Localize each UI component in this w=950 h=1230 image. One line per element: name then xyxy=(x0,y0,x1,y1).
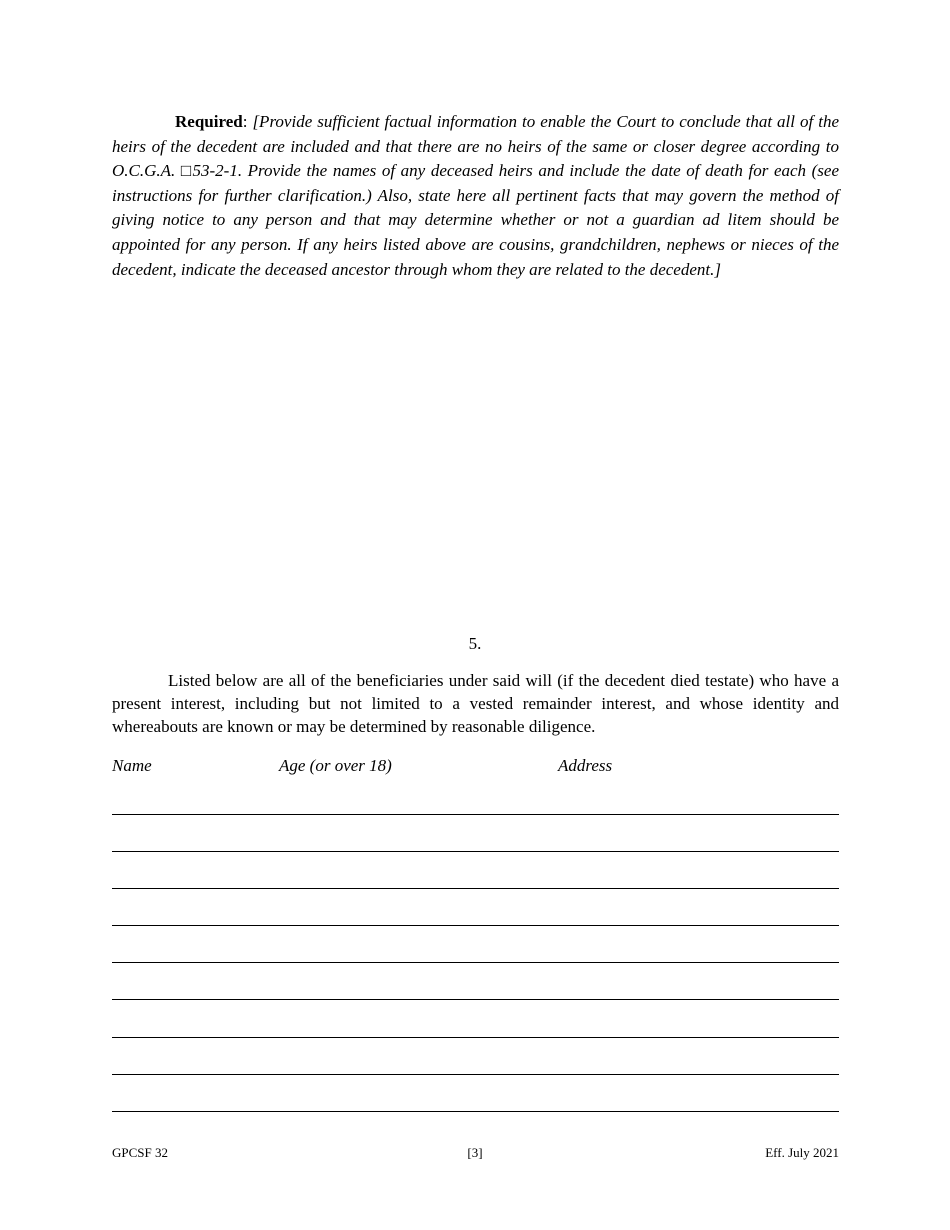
page-footer xyxy=(0,1145,950,1165)
footer-page-number: [3] xyxy=(467,1145,483,1160)
beneficiary-entry-line[interactable] xyxy=(112,1074,839,1111)
column-header-age: Age (or over 18) xyxy=(279,756,392,775)
required-instructions xyxy=(112,110,839,282)
footer-effective-date: Eff. July 2021 xyxy=(765,1145,839,1160)
beneficiaries-text: Listed below are all of the beneficiaries under said will (if the decedent died testate) who have a present interest, including but not limited to a vested remainder interest, and whose identity and whereabouts are known or may be determined by reasonable diligence. xyxy=(112,671,839,736)
column-header-address: Address xyxy=(558,756,613,775)
beneficiary-entry-line[interactable] xyxy=(112,888,839,925)
beneficiary-entry-line[interactable] xyxy=(112,1037,839,1074)
beneficiary-entry-lines xyxy=(112,814,839,1148)
beneficiary-entry-line[interactable] xyxy=(112,1111,839,1148)
beneficiary-entry-line[interactable] xyxy=(112,925,839,962)
footer-form-id: GPCSF 32 xyxy=(112,1145,168,1160)
beneficiary-entry-line[interactable] xyxy=(112,814,839,851)
required-text: [Provide sufficient factual information to enable the Court to conclude that all of the heirs of the decedent are included and that there are no heirs of the same or closer degree according to O.C.G.A. □53-2-1. Provide the names of any deceased heirs and include the date of death for each (see instructions for further clarification.) Also, state here all pertinent facts that may govern the method of giving notice to any person and that may determine whether or not a guardian ad litem should be appointed for any person. If any heirs listed above are cousins, grandchildren, nephews or nieces of the decedent, indicate the deceased ancestor through whom they are related to the decedent.] xyxy=(112,112,839,279)
required-label: Required xyxy=(175,112,243,131)
section-number: 5. xyxy=(468,634,482,653)
beneficiary-entry-line[interactable] xyxy=(112,999,839,1036)
beneficiaries-paragraph xyxy=(112,669,839,738)
required-colon: : xyxy=(242,112,248,131)
beneficiary-column-headers xyxy=(0,756,950,780)
beneficiary-entry-line[interactable] xyxy=(112,851,839,888)
column-header-name: Name xyxy=(112,756,152,775)
beneficiary-entry-line[interactable] xyxy=(112,962,839,999)
